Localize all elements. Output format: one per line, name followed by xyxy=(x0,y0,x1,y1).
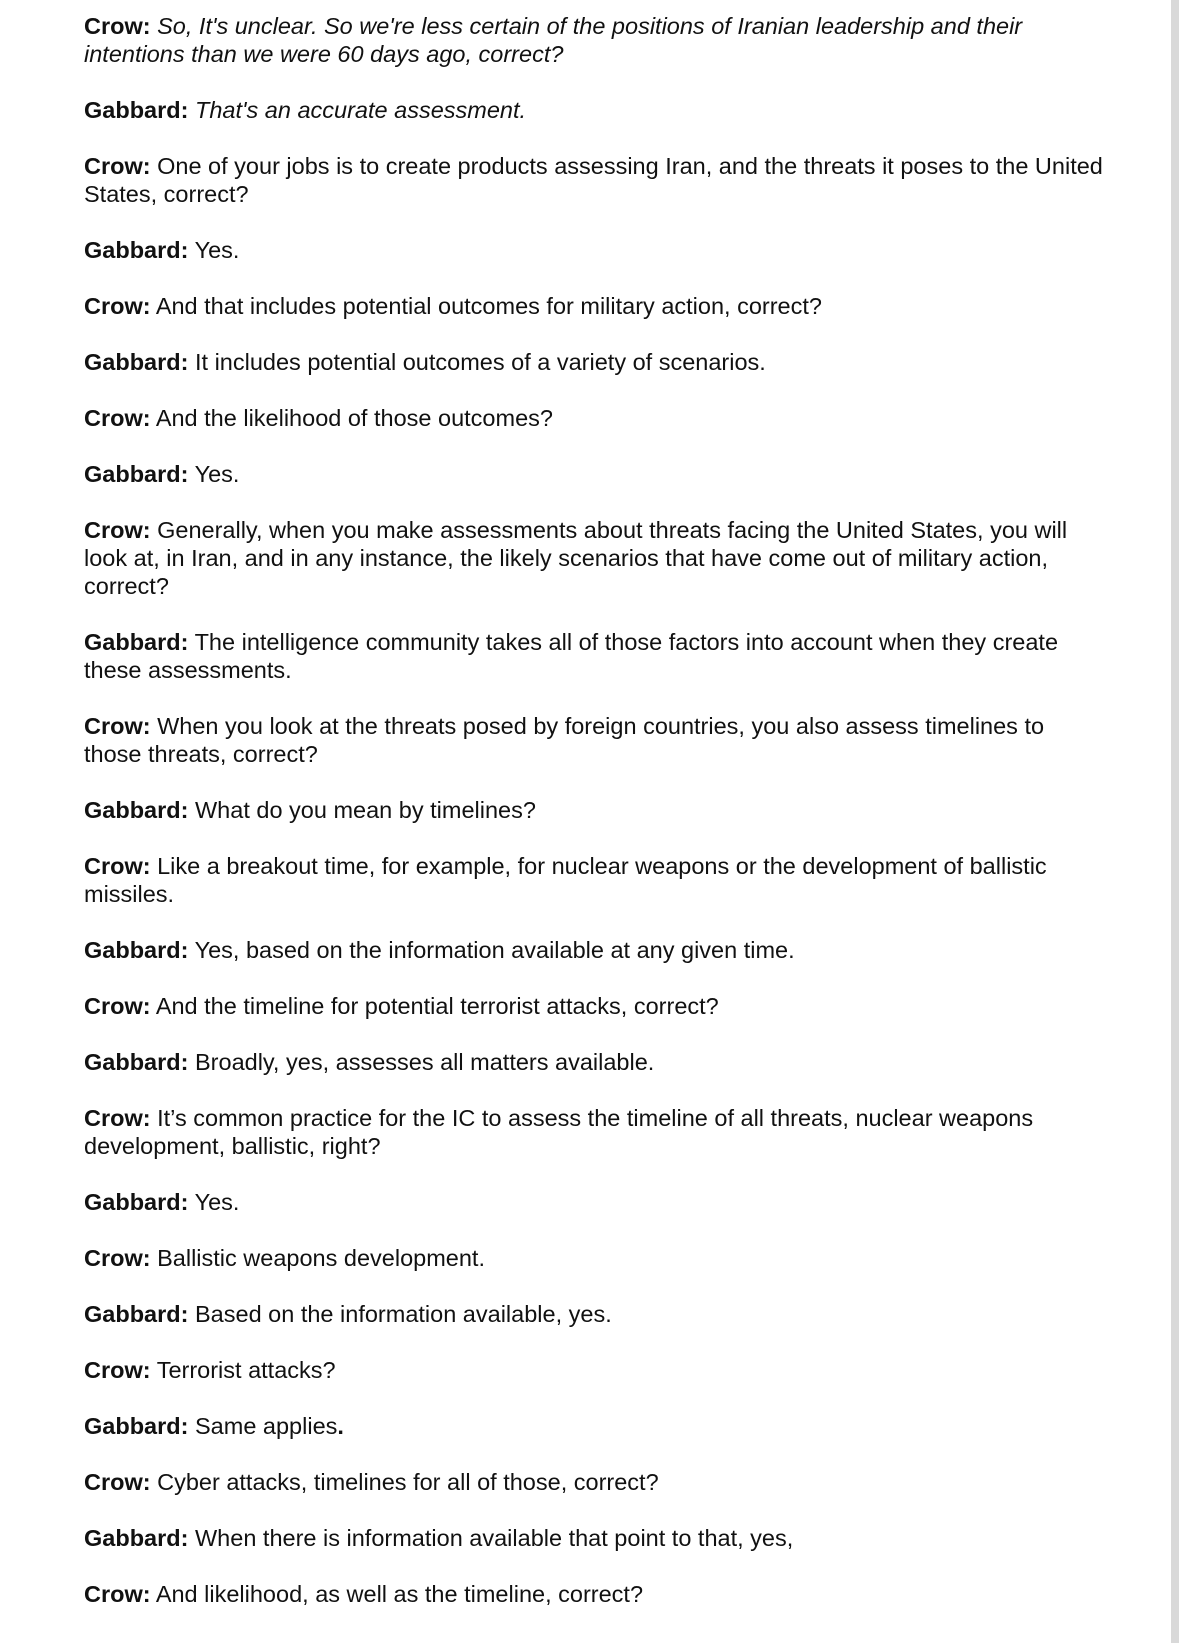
dialogue-text: Yes. xyxy=(194,237,240,263)
transcript-entry xyxy=(84,1580,1104,1608)
speaker-label: Crow: xyxy=(84,153,151,179)
dialogue-text: It’s common practice for the IC to assess the timeline of all threats, nuclear weapons development, ballistic, right? xyxy=(84,1105,1034,1159)
transcript-entry xyxy=(84,992,1104,1020)
speaker-label: Crow: xyxy=(84,853,151,879)
dialogue-text: Yes, based on the information available at any given time. xyxy=(194,937,795,963)
speaker-label: Crow: xyxy=(84,1357,151,1383)
dialogue-text: It includes potential outcomes of a variety of scenarios. xyxy=(195,349,766,375)
transcript xyxy=(84,12,1104,1636)
transcript-entry xyxy=(84,460,1104,488)
dialogue-text: Broadly, yes, assesses all matters available. xyxy=(195,1049,655,1075)
dialogue-text: And the timeline for potential terrorist attacks, correct? xyxy=(155,993,719,1019)
speaker-label: Crow: xyxy=(84,1469,151,1495)
transcript-entry xyxy=(84,712,1104,768)
speaker-label: Crow: xyxy=(84,405,151,431)
dialogue-text: So, It's unclear. So we're less certain of the positions of Iranian leadership and their intentions than we were 60 days ago, correct? xyxy=(84,13,1023,67)
transcript-entry xyxy=(84,628,1104,684)
dialogue-text: Yes. xyxy=(194,461,240,487)
transcript-entry xyxy=(84,796,1104,824)
dialogue-text: When there is information available that point to that, yes, xyxy=(195,1525,794,1551)
transcript-entry xyxy=(84,1412,1104,1440)
speaker-label: Crow: xyxy=(84,713,151,739)
transcript-entry xyxy=(84,152,1104,208)
dialogue-text: What do you mean by timelines? xyxy=(195,797,536,823)
speaker-label: Gabbard: xyxy=(84,97,189,123)
transcript-entry xyxy=(84,96,1104,124)
dialogue-text: Based on the information available, yes. xyxy=(195,1301,612,1327)
dialogue-text: Same applies xyxy=(195,1413,338,1439)
speaker-label: Gabbard: xyxy=(84,1189,189,1215)
dialogue-text: And that includes potential outcomes for military action, correct? xyxy=(155,293,822,319)
speaker-label: Crow: xyxy=(84,1581,151,1607)
dialogue-text: And likelihood, as well as the timeline, correct? xyxy=(155,1581,644,1607)
speaker-label: Gabbard: xyxy=(84,1525,189,1551)
speaker-label: Gabbard: xyxy=(84,1301,189,1327)
dialogue-text: The intelligence community takes all of those factors into account when they create these assessments. xyxy=(84,629,1059,683)
dialogue-text: Generally, when you make assessments about threats facing the United States, you will look at, in Iran, and in any instance, the likely scenarios that have come out of military action, correct? xyxy=(84,517,1068,599)
speaker-label: Crow: xyxy=(84,993,151,1019)
speaker-label: Crow: xyxy=(84,1105,151,1131)
dialogue-text: Yes. xyxy=(194,1189,240,1215)
speaker-label: Gabbard: xyxy=(84,1413,189,1439)
speaker-label: Gabbard: xyxy=(84,237,189,263)
dialogue-text: Like a breakout time, for example, for nuclear weapons or the development of ballistic missiles. xyxy=(84,853,1047,907)
dialogue-text: Cyber attacks, timelines for all of those, correct? xyxy=(157,1469,659,1495)
dialogue-text: Terrorist attacks? xyxy=(156,1357,336,1383)
transcript-entry xyxy=(84,404,1104,432)
transcript-entry xyxy=(84,1356,1104,1384)
transcript-entry xyxy=(84,852,1104,908)
speaker-label: Gabbard: xyxy=(84,937,189,963)
transcript-entry xyxy=(84,1188,1104,1216)
speaker-label: Gabbard: xyxy=(84,349,189,375)
dialogue-text: One of your jobs is to create products assessing Iran, and the threats it poses to the United States, correct? xyxy=(84,153,1103,207)
transcript-entry xyxy=(84,292,1104,320)
transcript-entry xyxy=(84,236,1104,264)
speaker-label: Crow: xyxy=(84,13,151,39)
transcript-entry xyxy=(84,348,1104,376)
speaker-label: Crow: xyxy=(84,293,151,319)
transcript-entry xyxy=(84,936,1104,964)
dialogue-text: When you look at the threats posed by foreign countries, you also assess timelines to those threats, correct? xyxy=(84,713,1045,767)
transcript-entry xyxy=(84,1048,1104,1076)
transcript-entry xyxy=(84,1468,1104,1496)
transcript-entry xyxy=(84,1244,1104,1272)
speaker-label: Gabbard: xyxy=(84,629,189,655)
transcript-entry xyxy=(84,1104,1104,1160)
speaker-label: Crow: xyxy=(84,517,151,543)
speaker-label: Gabbard: xyxy=(84,1049,189,1075)
speaker-label: Crow: xyxy=(84,1245,151,1271)
transcript-entry xyxy=(84,1300,1104,1328)
speaker-label: Gabbard: xyxy=(84,797,189,823)
transcript-entry xyxy=(84,516,1104,600)
dialogue-text: And the likelihood of those outcomes? xyxy=(155,405,553,431)
dialogue-bold-period: . xyxy=(337,1413,344,1439)
transcript-entry xyxy=(84,1524,1104,1552)
dialogue-text: That's an accurate assessment. xyxy=(195,97,527,123)
transcript-entry xyxy=(84,12,1104,68)
dialogue-text: Ballistic weapons development. xyxy=(157,1245,485,1271)
speaker-label: Gabbard: xyxy=(84,461,189,487)
